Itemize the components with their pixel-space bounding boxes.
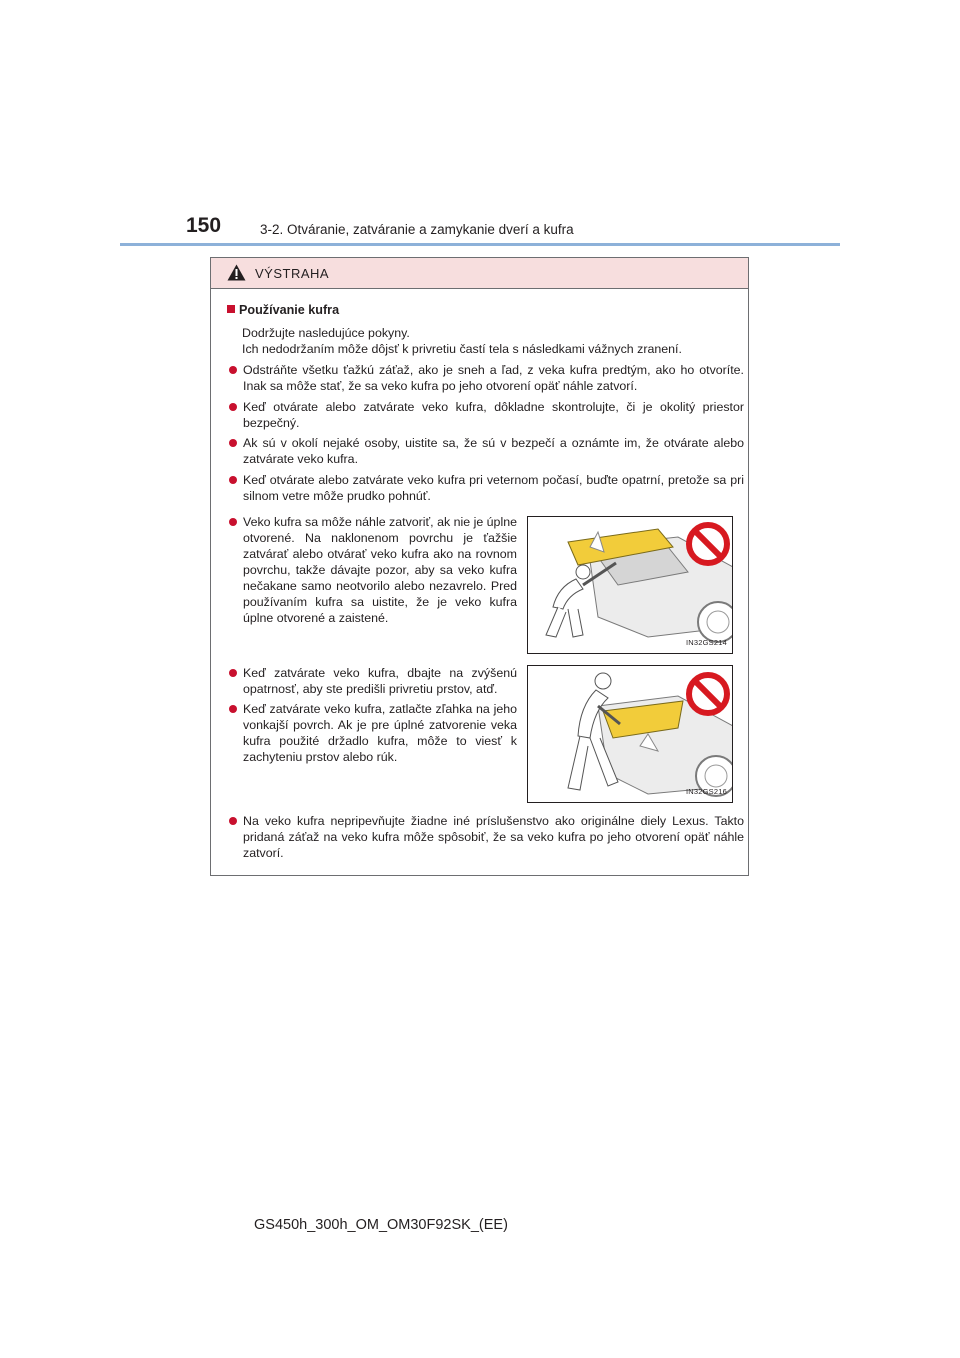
bullet-dot-icon [229,817,237,825]
bullet-text: Ak sú v okolí nejaké osoby, uistite sa, že sú v bezpečí a oznámte im, že otvárate alebo zatvárate veko kufra. [243,436,744,466]
bullet-item [229,701,517,765]
warning-title: VÝSTRAHA [255,266,330,281]
page-number: 150 [186,214,222,237]
bullet-text: Keď otvárate alebo zatvárate veko kufra pri veternom počasí, buďte opatrní, pretože sa pri silnom vetre môže prudko pohnúť. [243,473,744,503]
bullet-text: Keď zatvárate veko kufra, dbajte na zvýšenú opatrnosť, aby ste predišli privretiu prstov, atď. [243,666,517,696]
warning-content [211,258,748,875]
trunk-illustration [528,666,732,802]
section-heading [227,302,339,318]
intro-text [242,325,742,357]
bullet-dot-icon [229,518,237,526]
prohibition-icon [689,675,727,713]
illustration-code: IN32GS214 [686,638,727,647]
warning-box [210,257,749,876]
bullet-item [229,362,744,394]
illustration-code: IN32GS216 [686,787,727,796]
bullet-item [229,435,744,467]
bullet-dot-icon [229,439,237,447]
bullet-item [229,399,744,431]
intro-line: Ich nedodržaním môže dôjsť k privretiu častí tela s následkami vážnych zranení. [242,342,682,356]
chapter-title: 3-2. Otváranie, zatváranie a zamykanie dverí a kufra [260,222,574,237]
bullet-dot-icon [229,366,237,374]
prohibition-icon [689,525,727,563]
bullet-item [229,813,744,861]
bullet-text: Keď otvárate alebo zatvárate veko kufra, dôkladne skontrolujte, či je okolitý priestor bezpečný. [243,400,744,430]
bullet-text: Keď zatvárate veko kufra, zatlačte zľahka na jeho vonkajší povrch. Ak je pre úplné zatvorenie veka kufra použité držadlo kufra, môže to viesť k zachyteniu prstov alebo rúk. [243,702,517,764]
bullet-dot-icon [229,669,237,677]
bullet-dot-icon [229,403,237,411]
square-bullet-icon [227,305,235,313]
section-heading-text: Používanie kufra [239,303,340,317]
bullet-item [229,514,517,626]
header-rule [120,243,840,246]
trunk-illustration [528,517,732,653]
bullet-text: Na veko kufra nepripevňujte žiadne iné príslušenstvo ako originálne diely Lexus. Takto pridaná záťaž na veko kufra môže spôsobiť, že sa veko kufra po jeho otvorení opäť náhle zatvorí. [243,814,744,860]
illustration-open-trunk [527,516,733,654]
illustration-close-trunk [527,665,733,803]
bullet-text: Odstráňte všetku ťažkú záťaž, ako je sneh a ľad, z veka kufra predtým, ako ho otvoríte. Inak sa môže stať, že sa veko kufra po jeho otvorení opäť náhle zatvorí. [243,363,744,393]
bullet-text: Veko kufra sa môže náhle zatvoriť, ak nie je úplne otvorené. Na naklonenom povrchu je ťažšie zatvárať alebo otvárať veko kufra ako na rovnom povrchu, takže dávajte pozor, aby sa veko kufra nečakane samo neotvorilo alebo nezavrelo. Pred používaním kufra sa uistite, že je veko kufra úplne otvorené a zaistené. [243,515,517,625]
bullet-item [229,472,744,504]
bullet-dot-icon [229,705,237,713]
bullet-item [229,665,517,697]
footer-doc-id: GS450h_300h_OM_OM30F92SK_(EE) [254,1217,508,1233]
bullet-dot-icon [229,476,237,484]
intro-line: Dodržujte nasledujúce pokyny. [242,326,410,340]
